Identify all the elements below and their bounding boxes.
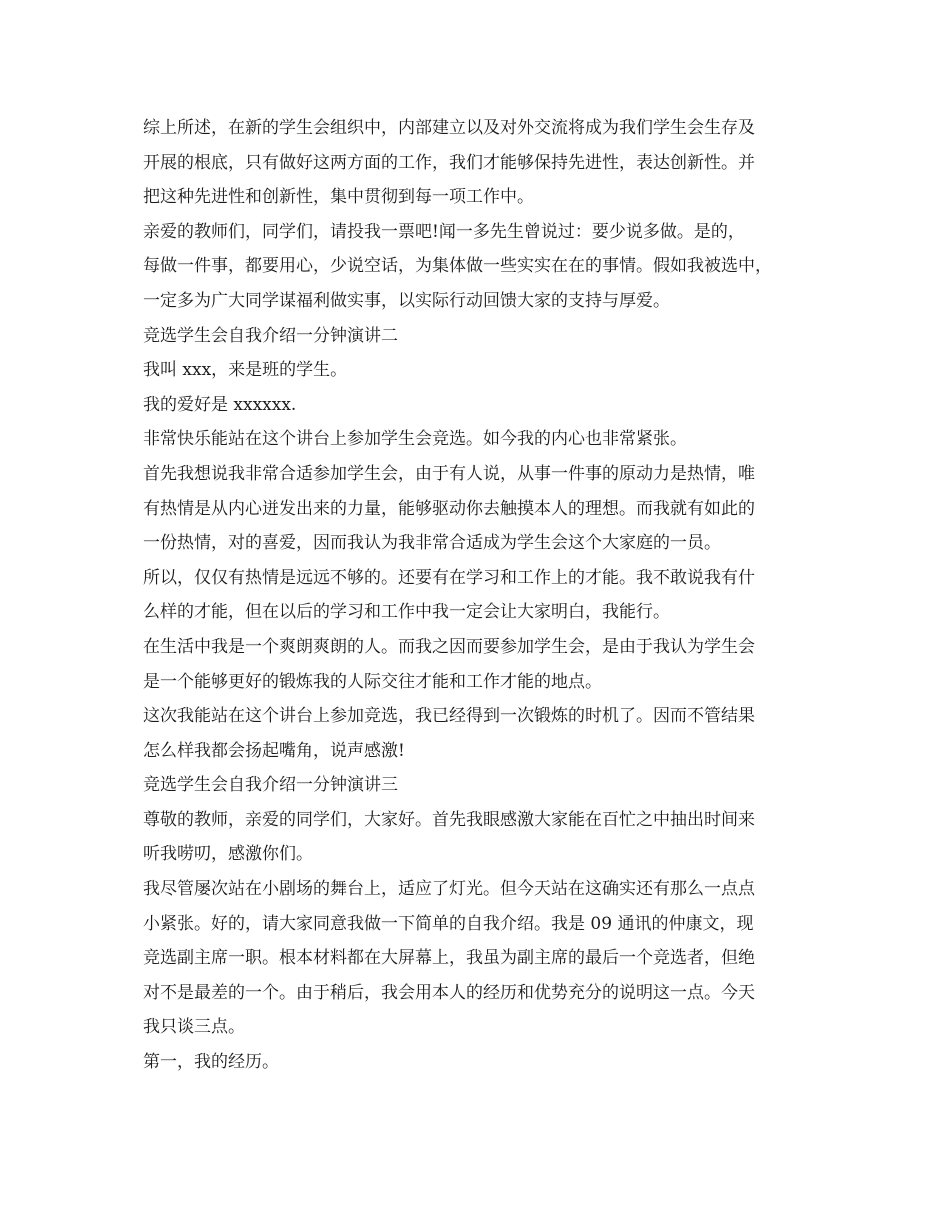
- paragraph-thanks: [143, 699, 823, 768]
- paragraph-appeal: [143, 215, 823, 319]
- text-line: 我尽管屡次站在小剧场的舞台上，适应了灯光。但今天站在这确实还有那么一点点: [143, 879, 755, 900]
- text-line: 非常快乐能站在这个讲台上参加学生会竞选。如今我的内心也非常紧张。: [143, 429, 687, 450]
- paragraph-personality: [143, 630, 823, 699]
- heading-line: 竞选学生会自我介绍一分钟演讲三: [143, 775, 398, 796]
- text-line: 尊敬的教师，亲爱的同学们，大家好。首先我眼感激大家能在百忙之中抽出时间来: [143, 809, 755, 830]
- section-heading-speech-three: [143, 768, 823, 803]
- paragraph-happy: [143, 422, 823, 457]
- paragraph-passion: [143, 457, 823, 561]
- text-line: 首先我想说我非常合适参加学生会，由于有人说，从事一件事的原动力是热情，唯: [143, 463, 755, 484]
- text-line: 这次我能站在这个讲台上参加竞选，我已经得到一次锻炼的时机了。因而不管结果: [143, 706, 755, 727]
- text-line: 开展的根底，只有做好这两方面的工作，我们才能够保持先进性，表达创新性。并: [143, 152, 755, 173]
- paragraph-greeting: [143, 803, 823, 872]
- text-line: 我的爱好是 xxxxxx.: [143, 394, 297, 415]
- text-line: 么样的才能，但在以后的学习和工作中我一定会让大家明白，我能行。: [143, 602, 670, 623]
- text-line: 小紧张。好的，请大家同意我做一下简单的自我介绍。我是 09 通讯的仲康文，现: [143, 913, 754, 934]
- document-body: [143, 111, 823, 1080]
- text-line: 怎么样我都会扬起嘴角，说声感激!: [143, 740, 405, 761]
- text-line: 有热情是从内心迸发出来的力量，能够驱动你去触摸本人的理想。而我就有如此的: [143, 498, 755, 519]
- text-line: 我只谈三点。: [143, 1017, 245, 1038]
- text-line: 亲爱的教师们，同学们，请投我一票吧!闻一多先生曾说过：要少说多做。是的，: [143, 221, 745, 242]
- text-line: 所以，仅仅有热情是远远不够的。还要有在学习和工作上的才能。我不敢说我有什: [143, 567, 755, 588]
- paragraph-name: [143, 353, 823, 388]
- text-line: 在生活中我是一个爽朗爽朗的人。而我之因而要参加学生会，是由于我认为学生会: [143, 636, 755, 657]
- heading-line: 竞选学生会自我介绍一分钟演讲二: [143, 325, 398, 346]
- text-line: 每做一件事，都要用心，少说空话，为集体做一些实实在在的事情。假如我被选中，: [143, 256, 772, 277]
- text-line: 我叫 xxx，来是班的学生。: [143, 360, 348, 381]
- text-line: 一定多为广大同学谋福利做实事，以实际行动回馈大家的支持与厚爱。: [143, 290, 670, 311]
- text-line: 一份热情，对的喜爱，因而我认为我非常合适成为学生会这个大家庭的一员。: [143, 533, 721, 554]
- paragraph-ability: [143, 561, 823, 630]
- paragraph-hobby: [143, 388, 823, 423]
- text-line: 综上所述，在新的学生会组织中，内部建立以及对外交流将成为我们学生会生存及: [143, 118, 755, 138]
- paragraph-first-point: [143, 1045, 823, 1080]
- paragraph-conclusion: [143, 111, 823, 215]
- section-heading-speech-two: [143, 319, 823, 354]
- text-line: 把这种先进性和创新性，集中贯彻到每一项工作中。: [143, 187, 534, 208]
- text-line: 听我唠叨，感激你们。: [143, 844, 313, 865]
- text-line: 对不是最差的一个。由于稍后，我会用本人的经历和优势充分的说明这一点。今天: [143, 982, 755, 1003]
- text-line: 竞选副主席一职。根本材料都在大屏幕上，我虽为副主席的最后一个竞选者，但绝: [143, 948, 755, 969]
- paragraph-introduction: [143, 872, 823, 1045]
- text-line: 是一个能够更好的锻炼我的人际交往才能和工作才能的地点。: [143, 671, 602, 692]
- text-line: 第一，我的经历。: [143, 1052, 279, 1073]
